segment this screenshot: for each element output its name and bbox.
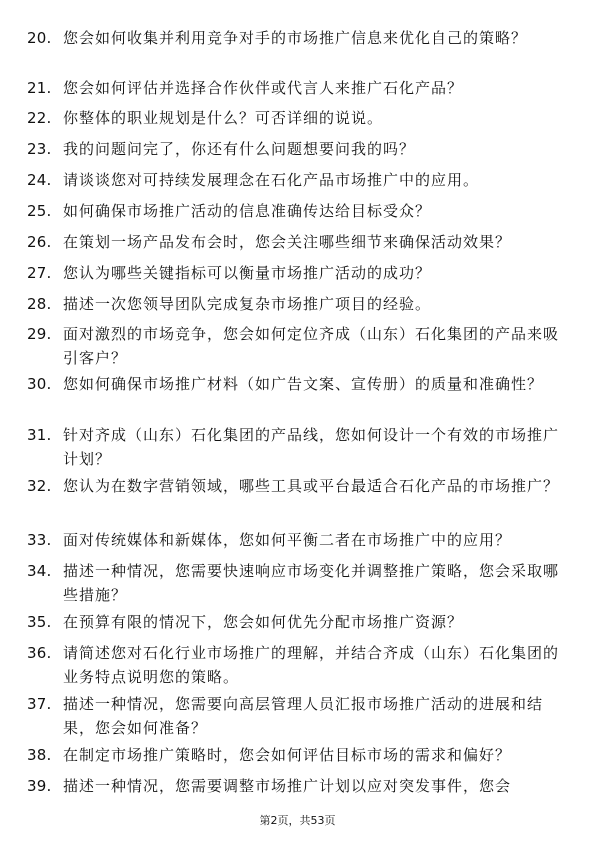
question-number: 20. — [27, 29, 52, 47]
question-text: 面对激烈的市场竞争，您会如何定位齐成（山东）石化集团的产品来吸引客户？ — [63, 325, 560, 367]
question-text: 您认为哪些关键指标可以衡量市场推广活动的成功？ — [63, 264, 432, 282]
question-number: 34. — [27, 562, 52, 580]
question-number: 28. — [27, 295, 52, 313]
question-text: 请简述您对石化行业市场推广的理解，并结合齐成（山东）石化集团的业务特点说明您的策略。 — [63, 644, 560, 686]
question-text: 描述一种情况，您需要向高层管理人员汇报市场推广活动的进展和结果，您会如何准备？ — [63, 695, 544, 737]
question-text: 请谈谈您对可持续发展理念在石化产品市场推广中的应用。 — [63, 171, 480, 189]
question-text: 我的问题问完了，你还有什么问题想要问我的吗？ — [63, 140, 416, 158]
page-number: 第2页，共53页 — [259, 814, 336, 827]
question-text: 您如何确保市场推广材料（如广告文案、宣传册）的质量和准确性？ — [63, 375, 544, 393]
question-number: 29. — [27, 325, 52, 343]
question-number: 35. — [27, 613, 52, 631]
question-number: 33. — [27, 531, 52, 549]
question-number: 23. — [27, 140, 52, 158]
question-number: 30. — [27, 375, 52, 393]
question-text: 面对传统媒体和新媒体，您如何平衡二者在市场推广中的应用？ — [63, 531, 512, 549]
question-number: 22. — [27, 109, 52, 127]
question-text: 如何确保市场推广活动的信息准确传达给目标受众？ — [63, 202, 432, 220]
question-number: 21. — [27, 79, 52, 97]
question-number: 26. — [27, 233, 52, 251]
question-number: 37. — [27, 695, 52, 713]
question-number: 38. — [27, 746, 52, 764]
question-number: 24. — [27, 171, 52, 189]
question-text: 在预算有限的情况下，您会如何优先分配市场推广资源？ — [63, 613, 464, 631]
question-text: 您会如何评估并选择合作伙伴或代言人来推广石化产品？ — [63, 79, 464, 97]
question-number: 36. — [27, 644, 52, 662]
question-text: 描述一次您领导团队完成复杂市场推广项目的经验。 — [63, 295, 432, 313]
question-text: 描述一种情况，您需要快速响应市场变化并调整推广策略，您会采取哪些措施？ — [63, 562, 560, 604]
question-text: 在制定市场推广策略时，您会如何评估目标市场的需求和偏好？ — [63, 746, 512, 764]
question-text: 您认为在数字营销领域，哪些工具或平台最适合石化产品的市场推广？ — [63, 477, 560, 495]
question-text: 描述一种情况，您需要调整市场推广计划以应对突发事件，您会 — [63, 777, 512, 795]
question-text: 在策划一场产品发布会时，您会关注哪些细节来确保活动效果？ — [63, 233, 512, 251]
question-number: 32. — [27, 477, 52, 495]
question-number: 27. — [27, 264, 52, 282]
question-number: 31. — [27, 426, 52, 444]
question-text: 针对齐成（山东）石化集团的产品线，您如何设计一个有效的市场推广计划？ — [63, 426, 560, 468]
question-text: 你整体的职业规划是什么？可否详细的说说。 — [63, 109, 384, 127]
question-number: 25. — [27, 202, 52, 220]
question-number: 39. — [27, 777, 52, 795]
question-text: 您会如何收集并利用竞争对手的市场推广信息来优化自己的策略？ — [63, 29, 528, 47]
